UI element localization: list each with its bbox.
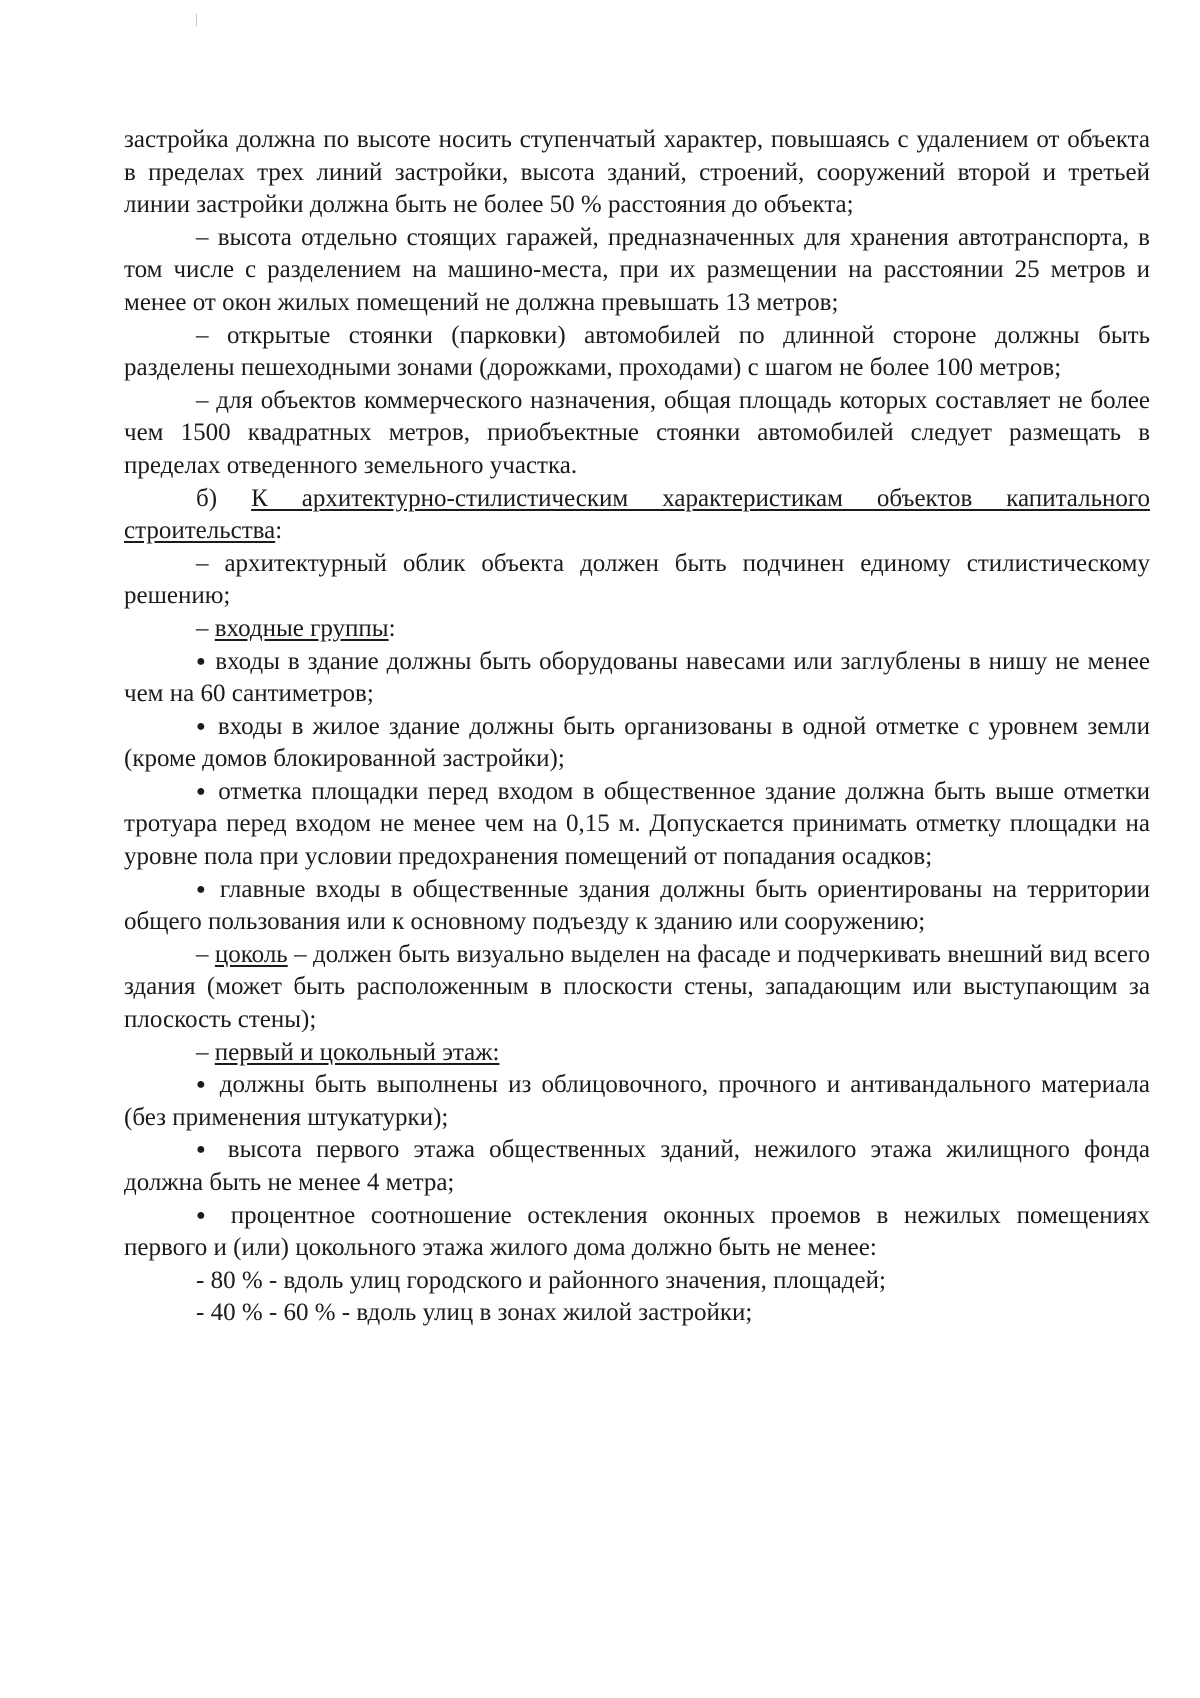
subheading-suffix: : bbox=[388, 614, 396, 642]
bullet-text: главные входы в общественные здания должны быть ориентированы на территории общего пользования или к основному подъезду к зданию или сооружению; bbox=[124, 875, 1150, 936]
scan-mark bbox=[196, 14, 197, 26]
bullet-icon: ● bbox=[196, 652, 208, 670]
paragraph-architectural-appearance bbox=[124, 548, 1150, 613]
paragraph-plinth bbox=[124, 939, 1150, 1037]
section-heading-architecture bbox=[124, 483, 1150, 548]
paragraph-text: – открытые стоянки (парковки) автомобилей по длинной стороне должны быть разделены пешеходными зонами (дорожками, проходами) с шагом не более 100 метров; bbox=[124, 321, 1150, 382]
bullet-text: отметка площадки перед входом в общественное здание должна быть выше отметки тротуара перед входом не менее чем на 0,15 м. Допускается принимать отметку площадки на уровне пола при условии предохранения помещений от попадания осадков; bbox=[124, 777, 1150, 871]
paragraph-prefix: – bbox=[196, 940, 215, 968]
bullet-text: высота первого этажа общественных зданий, нежилого этажа жилищного фонда должна быть не менее 4 метра; bbox=[124, 1136, 1150, 1196]
list-item-glazing-80 bbox=[124, 1265, 1150, 1298]
bullet-text: процентное соотношение остекления оконных проемов в нежилых помещениях первого и (или) цокольного этажа жилого дома должно быть не менее: bbox=[124, 1201, 1150, 1262]
heading-underlined: К архитектурно-стилистическим характеристикам объектов капитального строительства bbox=[124, 484, 1151, 545]
heading-prefix: б) bbox=[196, 484, 252, 512]
paragraph-commercial-parking bbox=[124, 385, 1150, 483]
subheading-prefix: – bbox=[196, 1038, 215, 1066]
subheading-underlined: первый и цокольный этаж: bbox=[214, 1038, 500, 1066]
subheading-prefix: – bbox=[196, 614, 215, 642]
heading-suffix: : bbox=[275, 517, 283, 545]
bullet-icon: ● bbox=[196, 717, 209, 735]
bullet-item-glazing-ratio bbox=[124, 1200, 1150, 1265]
document-body bbox=[124, 124, 1150, 1330]
paragraph-text: – для объектов коммерческого назначения, общая площадь которых составляет не более чем 1500 квадратных метров, приобъектные стоянки автомобилей следует размещать в пределах отведенного земельного участка. bbox=[124, 386, 1150, 479]
bullet-item-canopies bbox=[124, 646, 1150, 711]
list-item-text: - 40 % - 60 % - вдоль улиц в зонах жилой застройки; bbox=[196, 1299, 753, 1327]
bullet-item-floor-height bbox=[124, 1134, 1150, 1199]
bullet-item-ground-level bbox=[124, 711, 1150, 776]
bullet-item-facing-material bbox=[124, 1069, 1150, 1134]
paragraph-text: – архитектурный облик объекта должен быть подчинен единому стилистическому решению; bbox=[124, 549, 1150, 610]
bullet-text: должны быть выполнены из облицовочного, прочного и антивандального материала (без применения штукатурки); bbox=[124, 1071, 1151, 1131]
list-item-text: - 80 % - вдоль улиц городского и районного значения, площадей; bbox=[196, 1266, 886, 1294]
paragraph-text: – высота отдельно стоящих гаражей, предназначенных для хранения автотранспорта, в том числе с разделением на машино-места, при их размещении на расстоянии 25 метров и менее от окон жилых помещений не должна превышать 13 метров; bbox=[124, 223, 1150, 316]
bullet-icon: ● bbox=[196, 1141, 214, 1159]
paragraph-underlined: цоколь bbox=[214, 940, 288, 968]
subheading-first-floor bbox=[124, 1037, 1150, 1070]
bullet-icon: ● bbox=[196, 1206, 216, 1224]
paragraph-garages-height bbox=[124, 222, 1150, 320]
bullet-icon: ● bbox=[196, 1076, 210, 1094]
paragraph-text: застройка должна по высоте носить ступенчатый характер, повышаясь с удалением от объекта в пределах трех линий застройки, высота зданий, строений, сооружений второй и третьей линии застройки должна быть не более 50 % расстояния до объекта; bbox=[124, 126, 1150, 219]
bullet-text: входы в здание должны быть оборудованы навесами или заглублены в нишу не менее чем на 60 сантиметров; bbox=[124, 647, 1150, 708]
bullet-text: входы в жилое здание должны быть организованы в одной отметке с уровнем земли (кроме домов блокированной застройки); bbox=[124, 712, 1150, 773]
paragraph-suffix: – должен быть визуально выделен на фасаде и подчеркивать внешний вид всего здания (может быть расположенным в плоскости стены, западающим или выступающим за плоскость стены); bbox=[124, 940, 1150, 1034]
bullet-icon: ● bbox=[196, 880, 210, 898]
paragraph-building-height bbox=[124, 124, 1150, 222]
bullet-icon: ● bbox=[196, 782, 209, 800]
bullet-item-platform-level bbox=[124, 776, 1150, 874]
bullet-item-main-entrances bbox=[124, 874, 1150, 939]
paragraph-open-parking bbox=[124, 320, 1150, 385]
subheading-underlined: входные группы bbox=[214, 614, 389, 642]
list-item-glazing-40-60 bbox=[124, 1297, 1150, 1330]
subheading-entrance-groups bbox=[124, 613, 1150, 646]
